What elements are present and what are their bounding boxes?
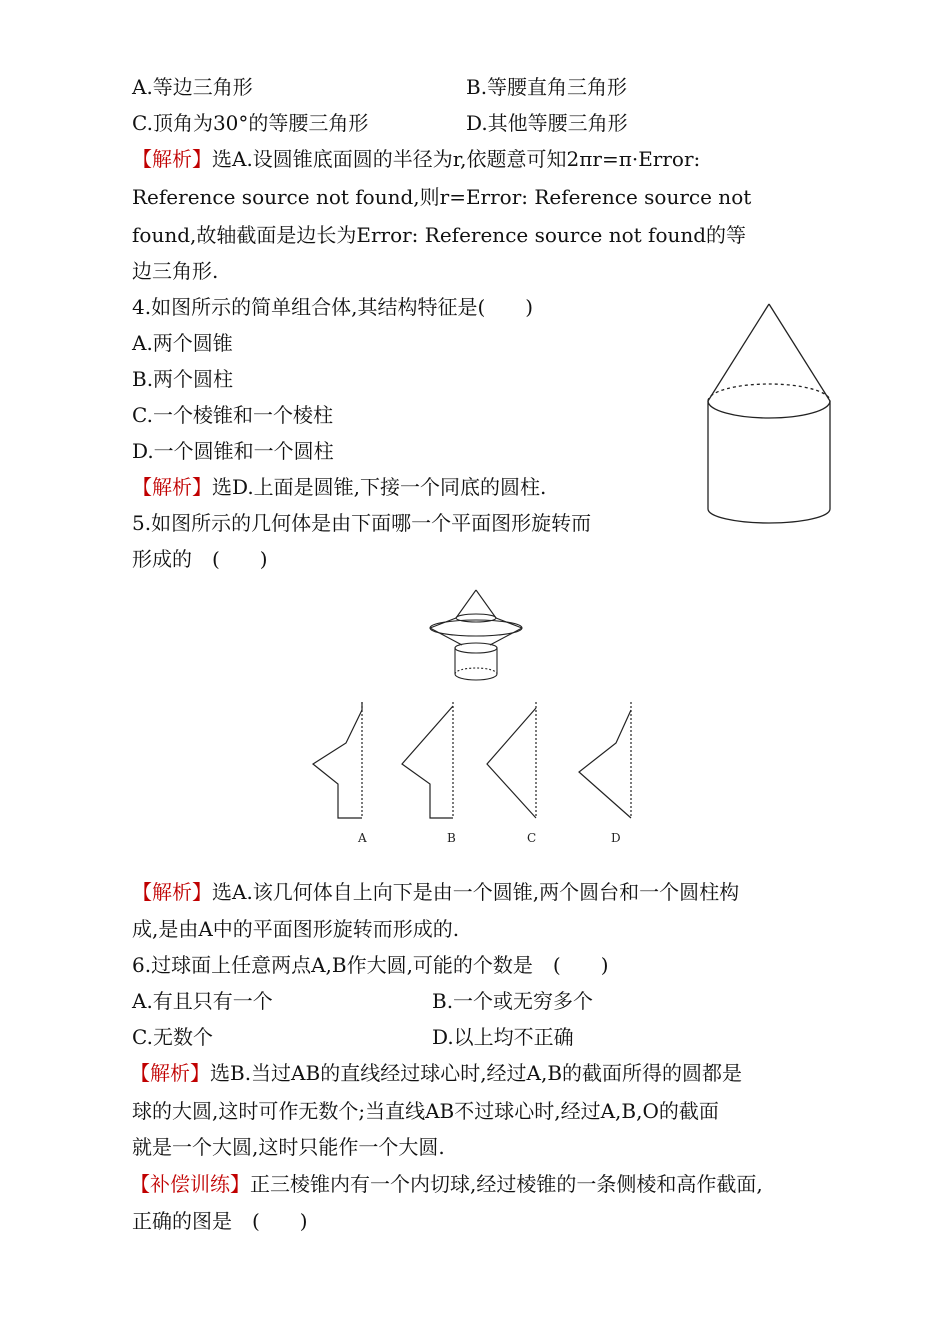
- q3-solution-line-2: Reference source not found,则r=Error: Reference source not: [132, 185, 752, 209]
- cylinder-bottom-arc: [708, 509, 830, 523]
- q3-option-d: D.其他等腰三角形: [466, 111, 628, 135]
- figure-c: [487, 702, 536, 818]
- q4-option-b: B.两个圆柱: [132, 367, 234, 391]
- q6-solution-line-3: 就是一个大圆,这时只能作一个大圆.: [132, 1135, 445, 1159]
- q4-stem: 4.如图所示的简单组合体,其结构特征是( ): [132, 295, 534, 319]
- figure-label-a: A: [358, 831, 367, 845]
- q4-option-c: C.一个棱锥和一个棱柱: [132, 403, 333, 427]
- q3-option-b: B.等腰直角三角形: [466, 75, 628, 99]
- q6-option-b: B.一个或无穷多个: [432, 989, 594, 1013]
- extra-stem-line-1: 【补偿训练】正三棱锥内有一个内切球,经过棱锥的一条侧棱和高作截面,: [130, 1172, 763, 1196]
- cone-base-back-arc: [708, 384, 830, 401]
- extra-tag: 【补偿训练】: [130, 1172, 250, 1196]
- q3-solution-line-1: 【解析】选A.设圆锥底面圆的半径为r,依题意可知2πr=π·Error:: [132, 147, 701, 171]
- solid-of-revolution-figure: [428, 588, 524, 698]
- q3-option-a: A.等边三角形: [132, 75, 253, 99]
- solution-tag: 【解析】: [132, 880, 212, 904]
- cone-cylinder-figure: [700, 300, 850, 530]
- q4-option-d: D.一个圆锥和一个圆柱: [132, 439, 334, 463]
- q5-stem-line-1: 5.如图所示的几何体是由下面哪一个平面图形旋转而: [132, 511, 592, 535]
- lower-frustum-left: [430, 628, 462, 645]
- q6-option-d: D.以上均不正确: [432, 1025, 574, 1049]
- q5-stem-line-2: 形成的 ( ): [132, 547, 268, 571]
- q5-solution-line-2: 成,是由A中的平面图形旋转而形成的.: [132, 917, 460, 941]
- q6-option-a: A.有且只有一个: [132, 989, 273, 1013]
- lower-frustum-right: [490, 628, 522, 645]
- solution-tag: 【解析】: [132, 475, 212, 499]
- solution-tag: 【解析】: [132, 147, 212, 171]
- figure-label-c: C: [527, 831, 537, 845]
- q3-solution-line-3: found,故轴截面是边长为Error: Reference source not found的等: [132, 223, 747, 247]
- q6-option-c: C.无数个: [132, 1025, 213, 1049]
- figure-d: [579, 702, 631, 818]
- upper-frustum-right: [496, 618, 522, 628]
- figure-label-d: D: [611, 831, 621, 845]
- plane-figures-options: [300, 700, 650, 850]
- cylinder-top: [455, 643, 497, 653]
- cylinder-bottom-front: [455, 674, 497, 680]
- q6-stem: 6.过球面上任意两点A,B作大圆,可能的个数是 ( ): [132, 953, 609, 977]
- cone-left-edge: [708, 304, 769, 401]
- q4-solution: 【解析】选D.上面是圆锥,下接一个同底的圆柱.: [132, 475, 547, 499]
- q5-solution-line-1: 【解析】选A.该几何体自上向下是由一个圆锥,两个圆台和一个圆柱构: [132, 880, 740, 904]
- q3-solution-line-4: 边三角形.: [132, 259, 219, 283]
- extra-stem-line-2: 正确的图是 ( ): [132, 1209, 308, 1233]
- q6-solution-line-1: 【解析】选B.当过AB的直线经过球心时,经过A,B的截面所得的圆都是: [130, 1061, 743, 1085]
- figure-a: [313, 702, 362, 818]
- q4-option-a: A.两个圆锥: [132, 331, 233, 355]
- solution-tag: 【解析】: [130, 1061, 210, 1085]
- figure-b: [402, 702, 453, 818]
- figure-label-b: B: [447, 831, 456, 845]
- q6-solution-line-2: 球的大圆,这时可作无数个;当直线AB不过球心时,经过A,B,O的截面: [132, 1099, 719, 1123]
- cylinder-bottom-back: [455, 668, 497, 674]
- q3-option-c: C.顶角为30°的等腰三角形: [132, 111, 369, 135]
- upper-frustum-left: [430, 618, 456, 628]
- cylinder-top-front-arc: [708, 401, 830, 418]
